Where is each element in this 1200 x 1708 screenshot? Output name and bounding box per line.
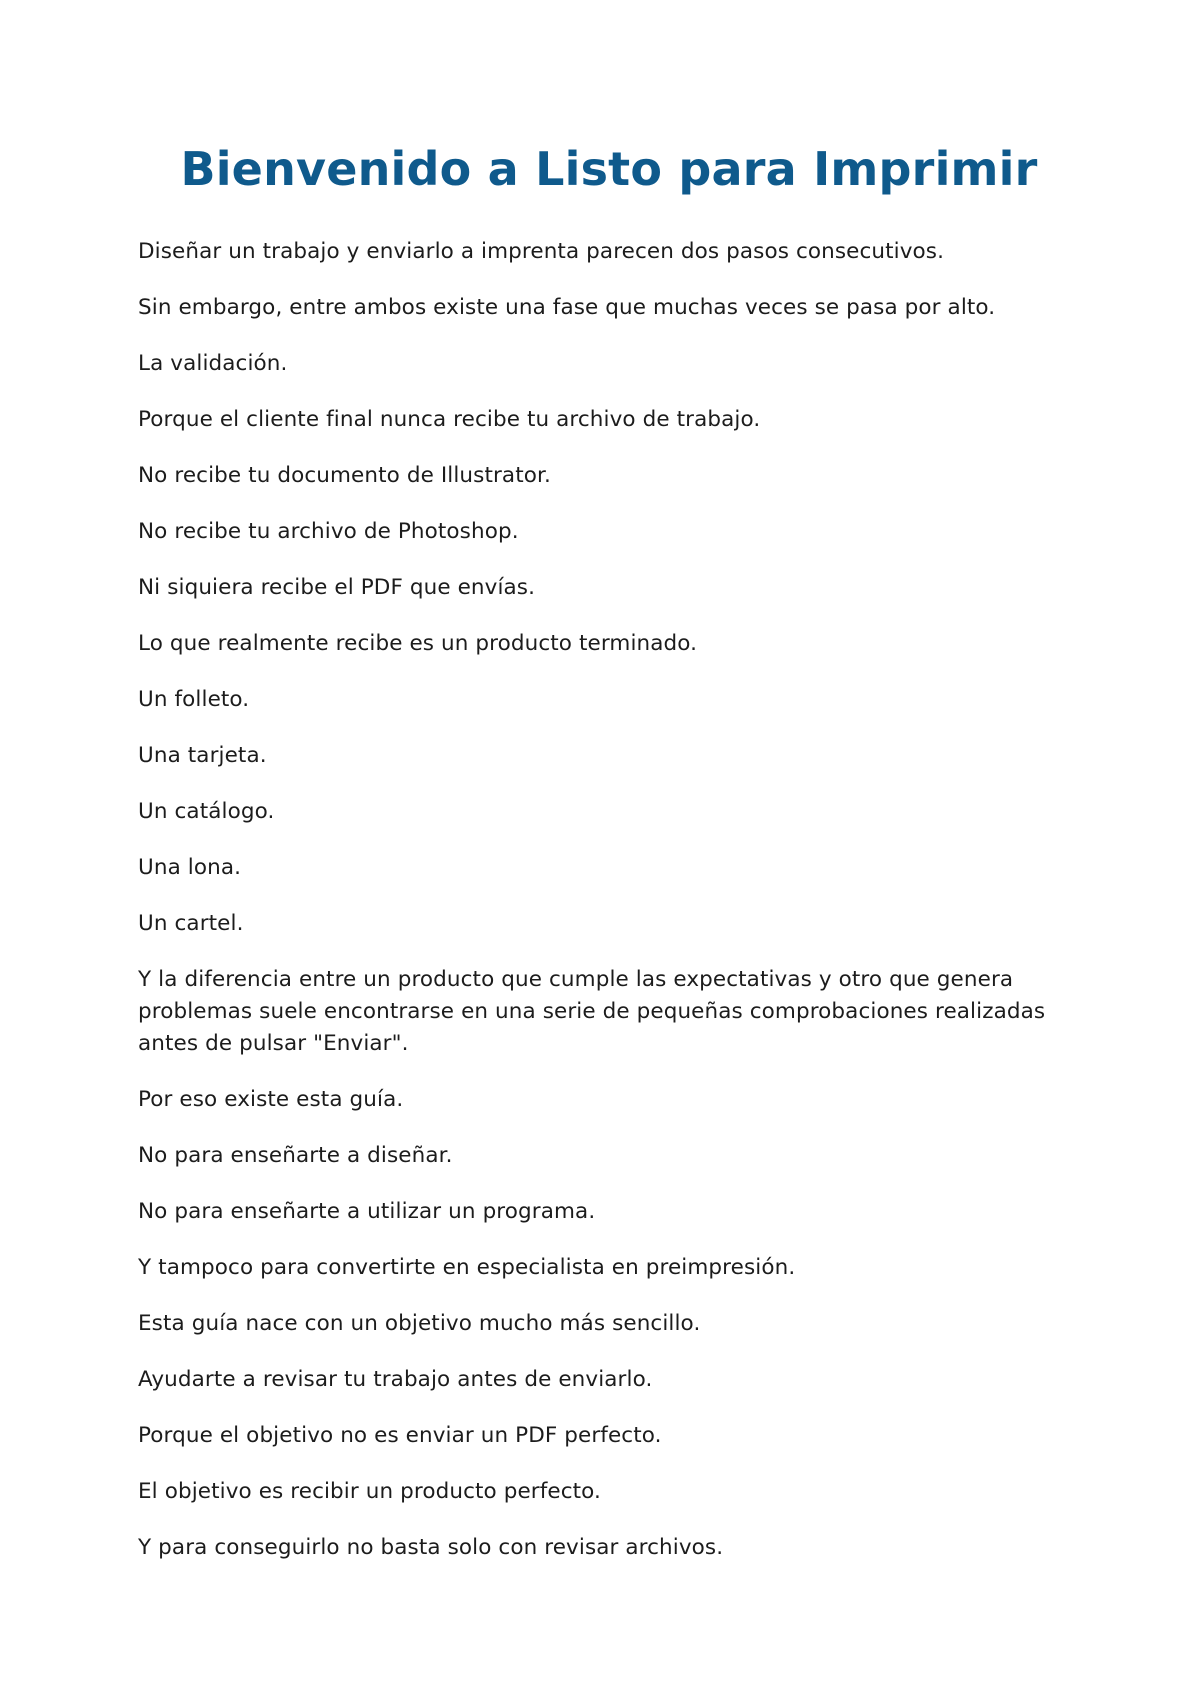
page-title: Bienvenido a Listo para Imprimir <box>180 142 1038 196</box>
paragraph: Y la diferencia entre un producto que cumple las expectativas y otro que genera problemas suele encontrarse en una serie de pequeñas comprobaciones realizadas antes de pulsar "Enviar". <box>138 967 1046 1056</box>
paragraph: Un cartel. <box>138 911 244 936</box>
paragraph: Y para conseguirlo no basta solo con revisar archivos. <box>138 1535 724 1560</box>
paragraph: Una lona. <box>138 855 242 880</box>
paragraph: El objetivo es recibir un producto perfecto. <box>138 1479 601 1504</box>
paragraph: No recibe tu archivo de Photoshop. <box>138 519 519 544</box>
body-text <box>138 236 1080 1564</box>
paragraph: No para enseñarte a utilizar un programa. <box>138 1199 596 1224</box>
paragraph: Sin embargo, entre ambos existe una fase que muchas veces se pasa por alto. <box>138 295 996 320</box>
paragraph: Lo que realmente recibe es un producto terminado. <box>138 631 698 656</box>
paragraph: No recibe tu documento de Illustrator. <box>138 463 551 488</box>
paragraph: Un catálogo. <box>138 799 275 824</box>
paragraph: Porque el cliente final nunca recibe tu archivo de trabajo. <box>138 407 761 432</box>
paragraph: Y tampoco para convertirte en especialista en preimpresión. <box>138 1255 796 1280</box>
paragraph: Diseñar un trabajo y enviarlo a imprenta parecen dos pasos consecutivos. <box>138 239 945 264</box>
paragraph: Ni siquiera recibe el PDF que envías. <box>138 575 536 600</box>
paragraph: No para enseñarte a diseñar. <box>138 1143 453 1168</box>
paragraph: Por eso existe esta guía. <box>138 1087 404 1112</box>
paragraph: Esta guía nace con un objetivo mucho más sencillo. <box>138 1311 701 1336</box>
paragraph: Porque el objetivo no es enviar un PDF perfecto. <box>138 1423 662 1448</box>
paragraph: Ayudarte a revisar tu trabajo antes de enviarlo. <box>138 1367 653 1392</box>
paragraph: Una tarjeta. <box>138 743 267 768</box>
paragraph: La validación. <box>138 351 288 376</box>
paragraph: Un folleto. <box>138 687 250 712</box>
